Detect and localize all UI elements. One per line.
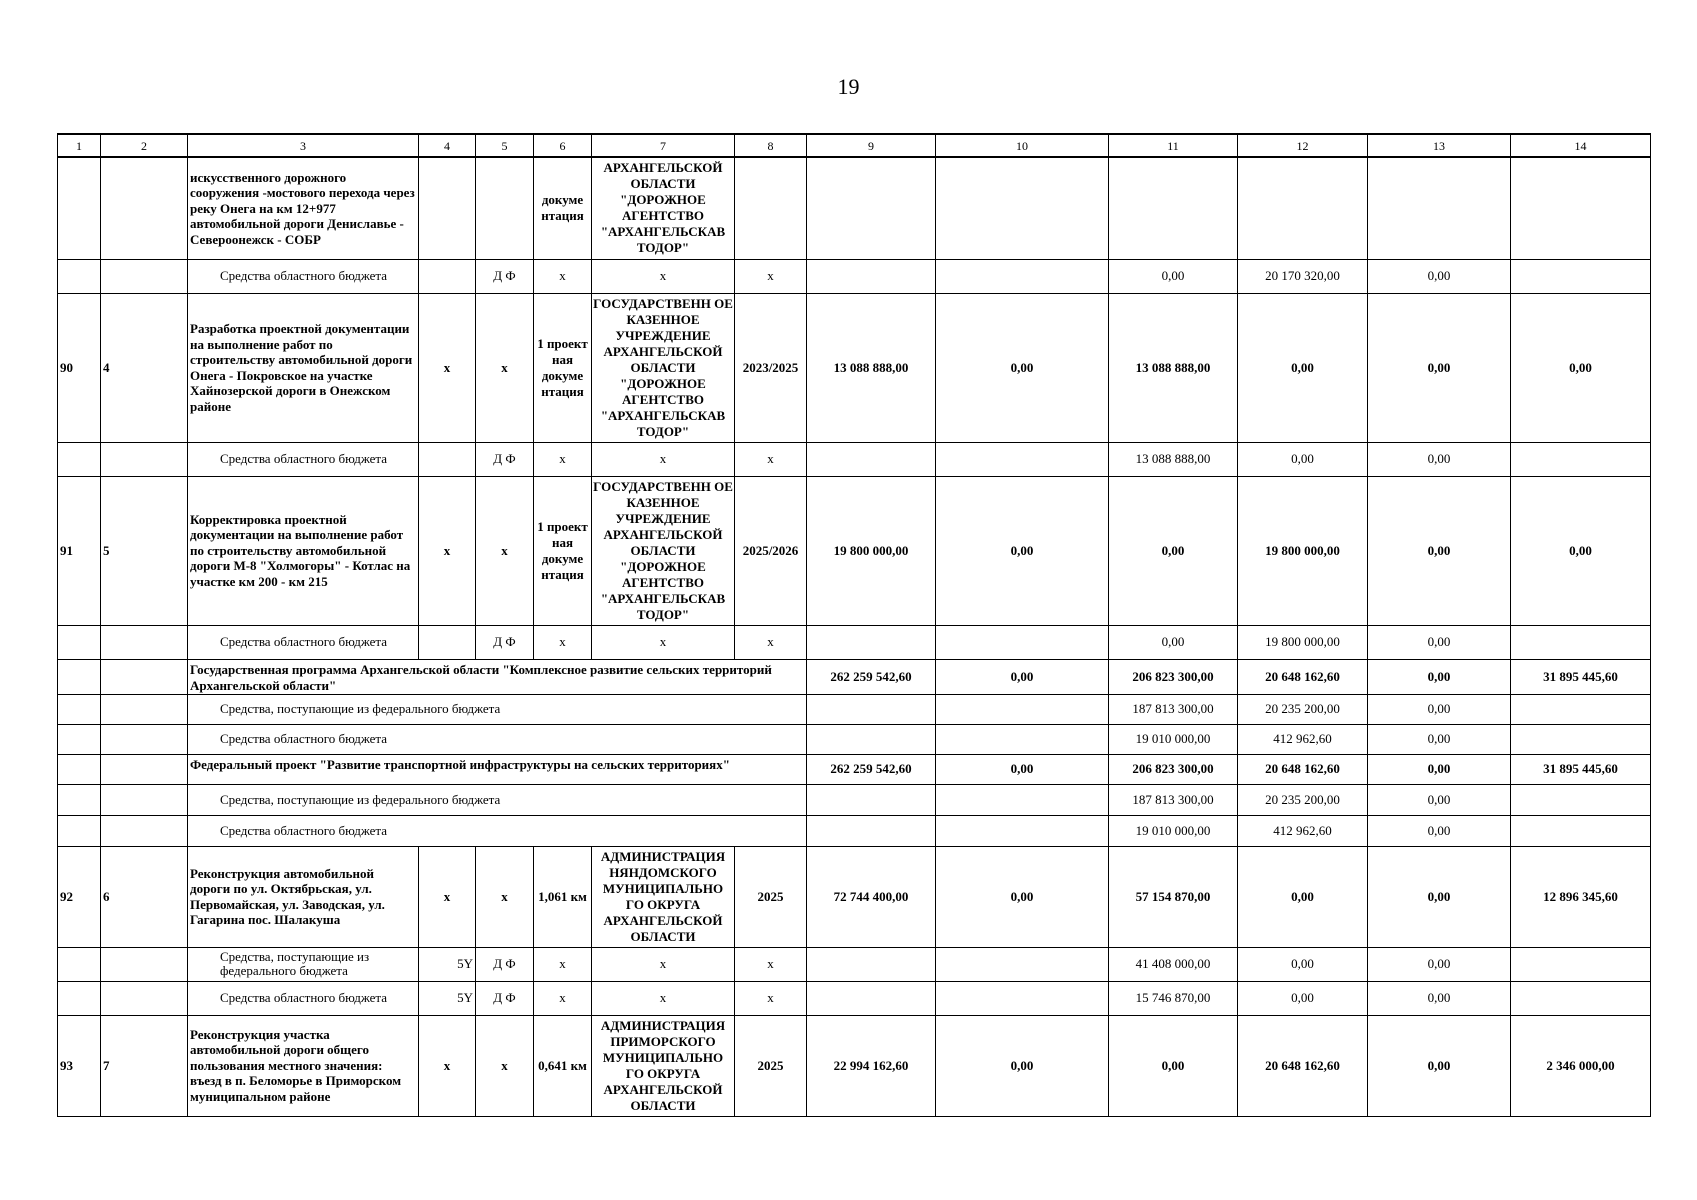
table-row: [58, 784, 1651, 815]
cell-13: 0,00: [1368, 259, 1511, 293]
cell-11: 13 088 888,00: [1109, 293, 1238, 442]
table-row: [58, 947, 1651, 981]
page-number: 19: [837, 74, 860, 99]
item-period: 2023/2025: [735, 293, 807, 442]
funding-source: Средства областного бюджета: [188, 815, 807, 846]
cell-11: 0,00: [1109, 259, 1238, 293]
column-header: 4: [419, 134, 476, 157]
item-unit: 1,061 км: [534, 846, 592, 947]
cell-12: 19 800 000,00: [1238, 476, 1368, 625]
cell-14: 0,00: [1511, 293, 1651, 442]
column-number-header: [58, 134, 1651, 157]
cell-6: х: [534, 625, 592, 659]
cell-12: 20 235 200,00: [1238, 784, 1368, 815]
cell-4: х: [419, 846, 476, 947]
cell-12: 0,00: [1238, 293, 1368, 442]
funding-source: Средства областного бюджета: [188, 625, 419, 659]
table-row: [58, 846, 1651, 947]
item-unit: 1 проект ная докуме нтация: [534, 476, 592, 625]
cell-8: х: [735, 981, 807, 1015]
cell-13: 0,00: [1368, 659, 1511, 694]
cell-13: 0,00: [1368, 981, 1511, 1015]
cell-13: 0,00: [1368, 1015, 1511, 1116]
cell-11: 13 088 888,00: [1109, 442, 1238, 476]
cell-5: х: [476, 476, 534, 625]
table-row: [58, 625, 1651, 659]
table-row: [58, 293, 1651, 442]
cell-9: 19 800 000,00: [807, 476, 936, 625]
cell-5: х: [476, 293, 534, 442]
cell-7: х: [592, 947, 735, 981]
cell-9: 13 088 888,00: [807, 293, 936, 442]
row-number: 91: [58, 476, 101, 625]
row-number: 93: [58, 1015, 101, 1116]
cell-4: х: [419, 293, 476, 442]
cell-14: 31 895 445,60: [1511, 659, 1651, 694]
item-unit: 0,641 км: [534, 1015, 592, 1116]
funding-code: Д Ф: [476, 442, 534, 476]
cell-11: 206 823 300,00: [1109, 754, 1238, 784]
cell-11: 187 813 300,00: [1109, 784, 1238, 815]
cell-13: 0,00: [1368, 442, 1511, 476]
column-header: 3: [188, 134, 419, 157]
cell-7: х: [592, 442, 735, 476]
cell-8: х: [735, 442, 807, 476]
cell-7: х: [592, 259, 735, 293]
cell-13: 0,00: [1368, 625, 1511, 659]
cell-12: 20 648 162,60: [1238, 659, 1368, 694]
cell-5: х: [476, 846, 534, 947]
table-row: [58, 259, 1651, 293]
item-period: 2025: [735, 1015, 807, 1116]
cell-12: 20 235 200,00: [1238, 694, 1368, 724]
cell-10: 0,00: [936, 476, 1109, 625]
funding-code: Д Ф: [476, 259, 534, 293]
item-organization: АДМИНИСТРАЦИЯ НЯНДОМСКОГО МУНИЦИПАЛЬНО ГО ОКРУГА АРХАНГЕЛЬСКОЙ ОБЛАСТИ: [592, 846, 735, 947]
cell-13: 0,00: [1368, 754, 1511, 784]
cell-12: 19 800 000,00: [1238, 625, 1368, 659]
cell-11: 19 010 000,00: [1109, 815, 1238, 846]
cell-14: 2 346 000,00: [1511, 1015, 1651, 1116]
item-number: 6: [101, 846, 188, 947]
column-header: 6: [534, 134, 592, 157]
funding-source: Средства, поступающие из федерального бюджета: [188, 694, 807, 724]
cell-6: х: [534, 259, 592, 293]
table-row: [58, 815, 1651, 846]
cell-9: 262 259 542,60: [807, 754, 936, 784]
funding-code: Д Ф: [476, 981, 534, 1015]
cell-4: х: [419, 1015, 476, 1116]
cell-7: х: [592, 625, 735, 659]
table-row: [58, 157, 1651, 259]
item-period: 2025: [735, 846, 807, 947]
cell-4: х: [419, 476, 476, 625]
cell-11: 206 823 300,00: [1109, 659, 1238, 694]
cell-8: х: [735, 625, 807, 659]
cell-12: 20 648 162,60: [1238, 1015, 1368, 1116]
project-title: Федеральный проект "Развитие транспортной инфраструктуры на сельских территориях": [188, 754, 807, 784]
cell-10: 0,00: [936, 754, 1109, 784]
cell-13: 0,00: [1368, 476, 1511, 625]
table-row: [58, 1015, 1651, 1116]
budget-table: [57, 133, 1651, 1117]
program-title: Государственная программа Архангельской области "Комплексное развитие сельских территорий Архангельской области": [188, 659, 807, 694]
column-header: 9: [807, 134, 936, 157]
column-header: 14: [1511, 134, 1651, 157]
table-row: [58, 694, 1651, 724]
cell-11: 0,00: [1109, 476, 1238, 625]
cell-12: 412 962,60: [1238, 724, 1368, 754]
cell-13: 0,00: [1368, 947, 1511, 981]
item-description: Реконструкция участка автомобильной дороги общего пользования местного значения: въезд в п. Беломорье в Приморском муниципальном районе: [188, 1015, 419, 1116]
cell-4: 5Y: [419, 947, 476, 981]
cell-14: 0,00: [1511, 476, 1651, 625]
item-number: 4: [101, 293, 188, 442]
cell-11: 15 746 870,00: [1109, 981, 1238, 1015]
cell-5: х: [476, 1015, 534, 1116]
funding-source: Средства областного бюджета: [188, 981, 419, 1015]
cell-7: х: [592, 981, 735, 1015]
column-header: 12: [1238, 134, 1368, 157]
cell-10: 0,00: [936, 293, 1109, 442]
cell-12: 0,00: [1238, 442, 1368, 476]
item-period: 2025/2026: [735, 476, 807, 625]
cell-12: 412 962,60: [1238, 815, 1368, 846]
funding-source: Средства областного бюджета: [188, 724, 807, 754]
cell-14: 12 896 345,60: [1511, 846, 1651, 947]
cell-13: 0,00: [1368, 815, 1511, 846]
column-header: 1: [58, 134, 101, 157]
item-number: 7: [101, 1015, 188, 1116]
funding-source: Средства областного бюджета: [188, 259, 419, 293]
item-organization: ГОСУДАРСТВЕНН ОЕ КАЗЕННОЕ УЧРЕЖДЕНИЕ АРХАНГЕЛЬСКОЙ ОБЛАСТИ "ДОРОЖНОЕ АГЕНТСТВО "АРХАНГЕЛЬСКАВ ТОДОР": [592, 476, 735, 625]
table-row: [58, 659, 1651, 694]
row-number: 92: [58, 846, 101, 947]
cell-11: 0,00: [1109, 1015, 1238, 1116]
table-row: [58, 442, 1651, 476]
cell-12: 20 170 320,00: [1238, 259, 1368, 293]
funding-code: Д Ф: [476, 625, 534, 659]
cell-11: 57 154 870,00: [1109, 846, 1238, 947]
table-row: [58, 724, 1651, 754]
column-header: 2: [101, 134, 188, 157]
item-organization: АДМИНИСТРАЦИЯ ПРИМОРСКОГО МУНИЦИПАЛЬНО ГО ОКРУГА АРХАНГЕЛЬСКОЙ ОБЛАСТИ: [592, 1015, 735, 1116]
item-number: 5: [101, 476, 188, 625]
column-header: 8: [735, 134, 807, 157]
column-header: 7: [592, 134, 735, 157]
cell-9: 262 259 542,60: [807, 659, 936, 694]
item-description: Реконструкция автомобильной дороги по ул. Октябрьская, ул. Первомайская, ул. Заводская, ул. Гагарина пос. Шалакуша: [188, 846, 419, 947]
column-header: 5: [476, 134, 534, 157]
item-organization: ГОСУДАРСТВЕНН ОЕ КАЗЕННОЕ УЧРЕЖДЕНИЕ АРХАНГЕЛЬСКОЙ ОБЛАСТИ "ДОРОЖНОЕ АГЕНТСТВО "АРХАНГЕЛЬСКАВ ТОДОР": [592, 293, 735, 442]
cell-10: 0,00: [936, 659, 1109, 694]
cell-11: 187 813 300,00: [1109, 694, 1238, 724]
cell-11: 0,00: [1109, 625, 1238, 659]
cell-13: 0,00: [1368, 784, 1511, 815]
table-row: [58, 476, 1651, 625]
cell-14: 31 895 445,60: [1511, 754, 1651, 784]
cell-6: х: [534, 442, 592, 476]
cell-12: 0,00: [1238, 981, 1368, 1015]
column-header: 11: [1109, 134, 1238, 157]
cell-10: 0,00: [936, 846, 1109, 947]
column-header: 10: [936, 134, 1109, 157]
cell-12: 20 648 162,60: [1238, 754, 1368, 784]
funding-source: Средства, поступающие из федерального бюджета: [188, 947, 419, 981]
item-organization: АРХАНГЕЛЬСКОЙ ОБЛАСТИ "ДОРОЖНОЕ АГЕНТСТВО "АРХАНГЕЛЬСКАВ ТОДОР": [592, 157, 735, 259]
cell-4: 5Y: [419, 981, 476, 1015]
cell-11: 41 408 000,00: [1109, 947, 1238, 981]
cell-8: х: [735, 947, 807, 981]
cell-13: 0,00: [1368, 846, 1511, 947]
cell-13: 0,00: [1368, 293, 1511, 442]
cell-13: 0,00: [1368, 694, 1511, 724]
cell-10: 0,00: [936, 1015, 1109, 1116]
cell-9: 22 994 162,60: [807, 1015, 936, 1116]
item-unit: 1 проект ная докуме нтация: [534, 293, 592, 442]
column-header: 13: [1368, 134, 1511, 157]
cell-6: х: [534, 947, 592, 981]
item-description: искусственного дорожного сооружения -мостового перехода через реку Онега на км 12+977 автомобильной дороги Дениславье - Североонежск - СОБР: [188, 157, 419, 259]
funding-code: Д Ф: [476, 947, 534, 981]
cell-12: 0,00: [1238, 846, 1368, 947]
item-description: Разработка проектной документации на выполнение работ по строительству автомобильной дороги Онега - Покровское на участке Хайнозерской дороги в Онежском районе: [188, 293, 419, 442]
funding-source: Средства областного бюджета: [188, 442, 419, 476]
cell-13: 0,00: [1368, 724, 1511, 754]
cell-8: х: [735, 259, 807, 293]
cell-9: 72 744 400,00: [807, 846, 936, 947]
cell-6: х: [534, 981, 592, 1015]
cell-12: 0,00: [1238, 947, 1368, 981]
funding-source: Средства, поступающие из федерального бюджета: [188, 784, 807, 815]
row-number: 90: [58, 293, 101, 442]
cell-11: 19 010 000,00: [1109, 724, 1238, 754]
item-description: Корректировка проектной документации на выполнение работ по строительству автомобильной дороги М-8 "Холмогоры" - Котлас на участке км 200 - км 215: [188, 476, 419, 625]
table-row: [58, 981, 1651, 1015]
table-row: [58, 754, 1651, 784]
item-unit: докуме нтация: [534, 157, 592, 259]
